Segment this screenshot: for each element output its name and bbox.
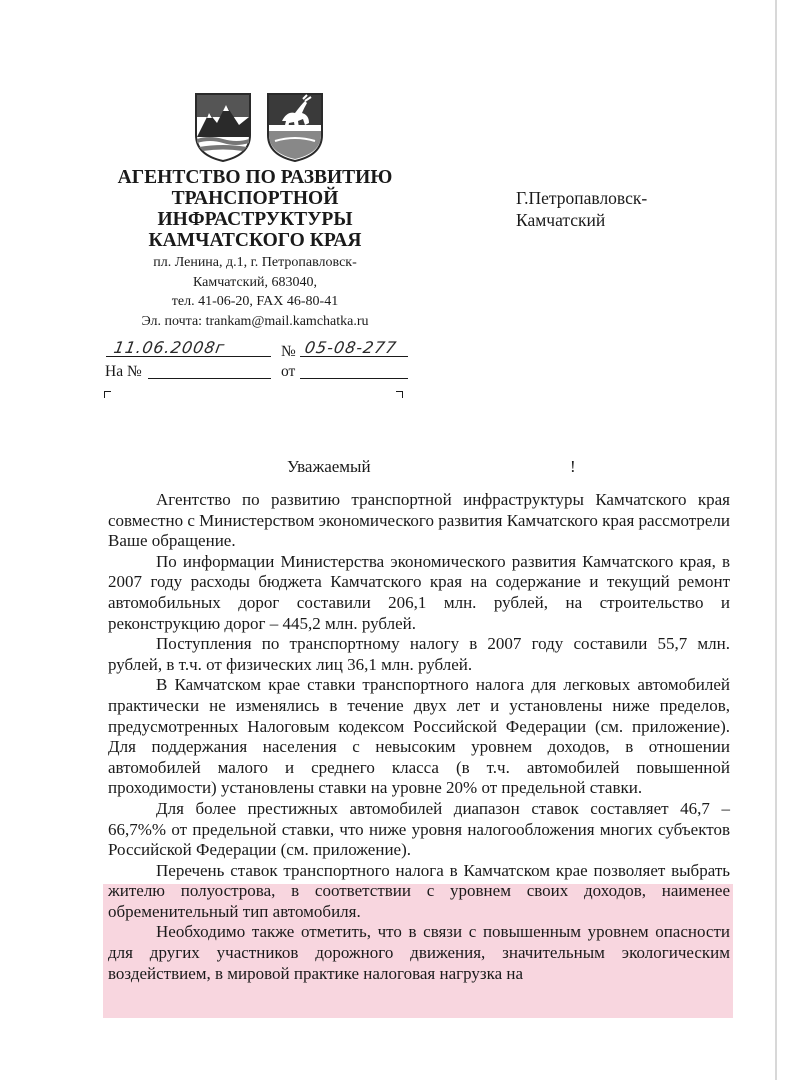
paragraph: Агентство по развитию транспортной инфраструктуры Камчатского края совместно с Министерством экономического развития Камчатского края рассмотрели Ваше обращение.: [108, 490, 730, 551]
salutation: Уважаемый: [287, 457, 371, 476]
paragraph: Необходимо также отметить, что в связи с повышенным уровнем опасности для других участников дорожного движения, значительным экологическим воздействием, в мировой практике налоговая нагрузка на: [108, 922, 730, 983]
paragraph: В Камчатском крае ставки транспортного налога для легковых автомобилей практически не изменялись в течение двух лет и установлены ниже пределов, предусмотренных Налоговым кодексом Российской Федерации (см. приложение). Для поддержания населения с невысоким уровнем доходов, в отношении автомобилей малого и среднего класса (в т.ч. автомобилей повышенной проходимости) установлены ставки на уровне 20% от предельной ставки.: [108, 675, 730, 798]
date-handwritten: 11.06.2008г: [112, 338, 227, 357]
agency-name: [105, 167, 405, 251]
paragraph: Перечень ставок транспортного налога в Камчатском крае позволяет выбрать жителю полуострова, в соответствии с уровнем своих доходов, наименее обременительный тип автомобиля.: [108, 860, 730, 921]
agency-name-line: ТРАНСПОРТНОЙ: [171, 188, 339, 209]
scan-edge: [775, 0, 777, 1080]
address-corner-right: [396, 391, 403, 398]
agency-name-line: ИНФРАСТРУКТУРЫ: [157, 209, 353, 230]
reply-label: На №: [105, 363, 142, 380]
address-line: Эл. почта: trankam@mail.kamchatka.ru: [141, 313, 369, 329]
city-line: Камчатский: [516, 210, 606, 230]
number-handwritten: 05-08-277: [303, 338, 399, 357]
reply-number-line: [148, 378, 271, 379]
salutation-end: !: [570, 457, 576, 476]
kamchatka-krai-emblem-icon: [193, 91, 253, 163]
address-line: Камчатский, 683040,: [193, 274, 317, 290]
petropavlovsk-emblem-icon: [265, 91, 325, 163]
number-label: №: [281, 343, 296, 360]
agency-name-line: КАМЧАТСКОГО КРАЯ: [148, 230, 362, 251]
paragraph: Для более престижных автомобилей диапазон ставок составляет 46,7 – 66,7%% от предельной ставки, что ниже уровня налогообложения многих субъектов Российской Федерации (см. приложение).: [108, 798, 730, 860]
recipient-city: [516, 187, 647, 231]
letter-body: [108, 490, 730, 984]
paragraph: Поступления по транспортному налогу в 2007 году составили 55,7 млн. рублей, в т.ч. от физических лиц 36,1 млн. рублей.: [108, 634, 730, 674]
reply-date-line: [300, 378, 408, 379]
address-line: пл. Ленина, д.1, г. Петропавловск-: [153, 255, 357, 270]
address-corner-left: [104, 391, 111, 398]
from-label: от: [281, 363, 296, 380]
paragraph: По информации Министерства экономического развития Камчатского края, в 2007 году расходы бюджета Камчатского края на содержание и текущий ремонт автомобильных дорог составили 206,1 млн. рублей, на строительство и реконструкцию дорог – 445,2 млн. рублей.: [108, 551, 730, 633]
city-line: Г.Петропавловск-: [516, 188, 648, 208]
agency-name-line: АГЕНТСТВО ПО РАЗВИТИЮ: [117, 167, 393, 188]
address-line: тел. 41-06-20, FAX 46-80-41: [171, 294, 339, 309]
agency-address: [105, 253, 405, 331]
